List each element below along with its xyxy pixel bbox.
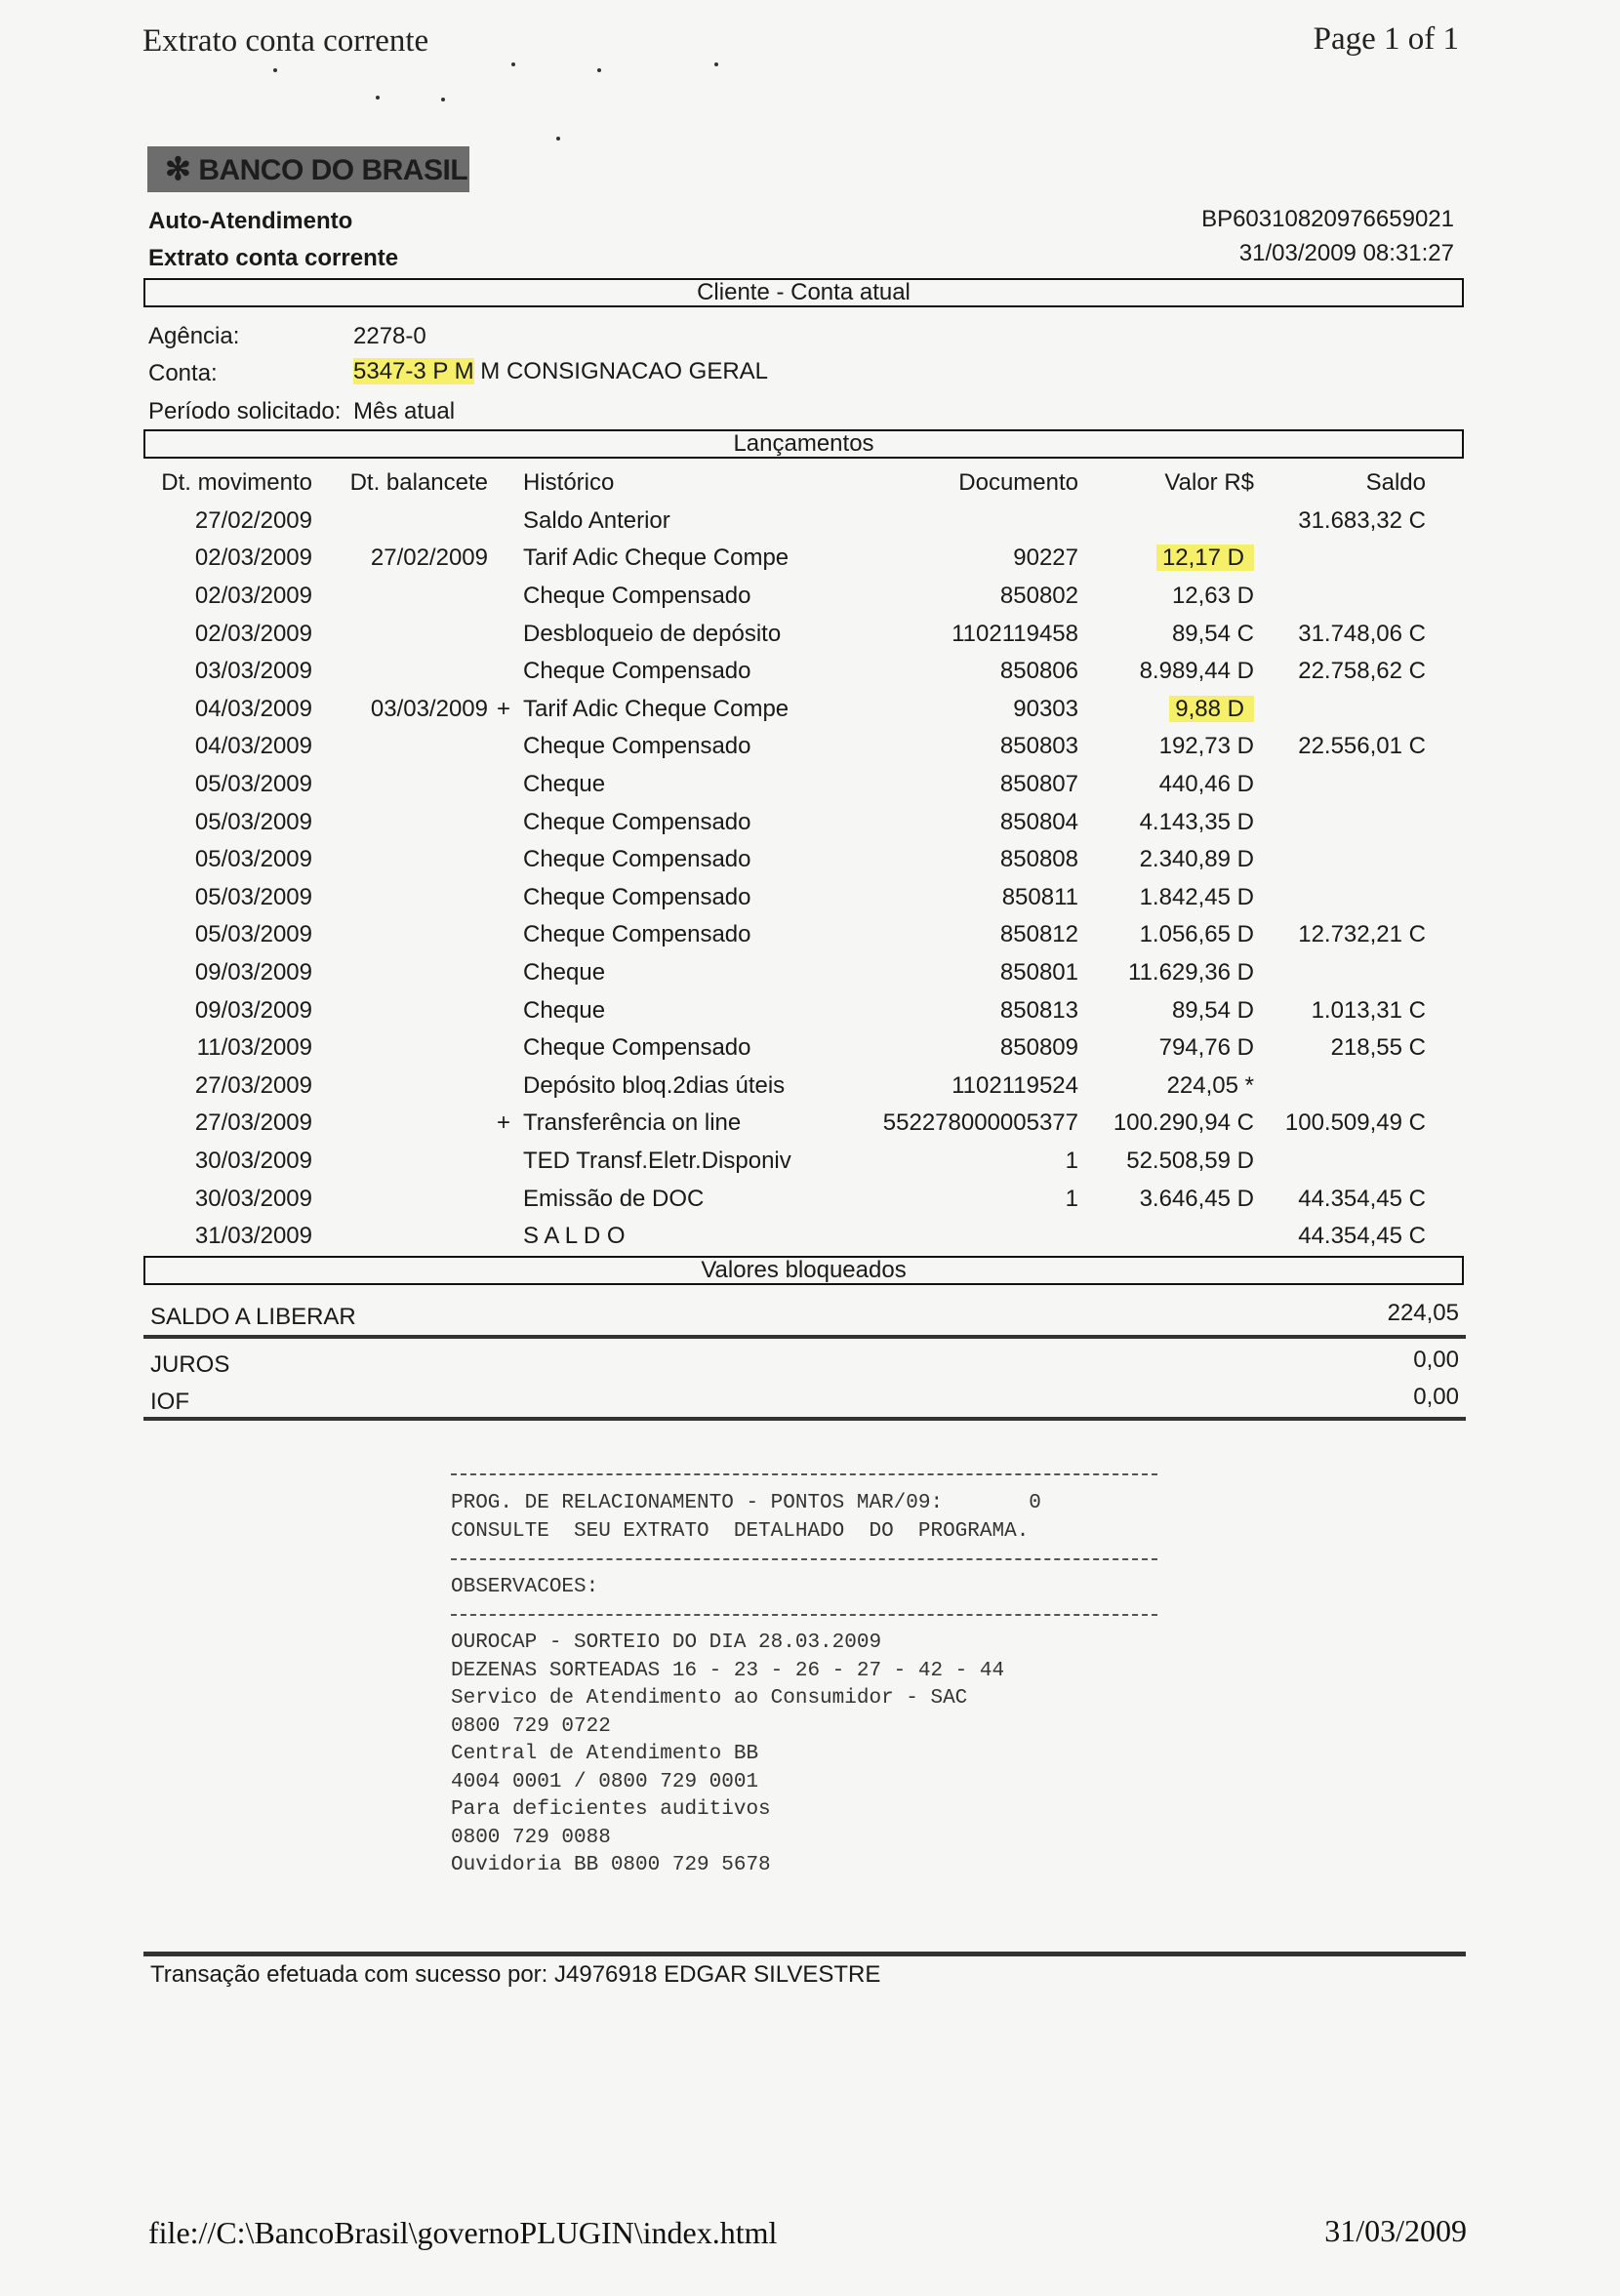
table-row xyxy=(146,766,1426,804)
scan-speck xyxy=(273,68,277,72)
cell-sign xyxy=(488,1143,519,1181)
cell-valor xyxy=(1078,691,1254,729)
cell-historico: Tarif Adic Cheque Compe xyxy=(523,695,790,722)
cell-historico: Cheque Compensado xyxy=(523,921,751,948)
cell-dt-balancete xyxy=(312,766,488,804)
print-header-page: Page 1 of 1 xyxy=(1313,21,1459,57)
transactions-table xyxy=(146,464,1426,1255)
cell-dt-movimento: 05/03/2009 xyxy=(194,921,312,948)
observacoes-label: OBSERVACOES: xyxy=(451,1576,599,1598)
cell-dt-movimento: 27/03/2009 xyxy=(194,1071,312,1099)
table-row xyxy=(146,1105,1426,1143)
cell-dt-movimento: 11/03/2009 xyxy=(196,1034,312,1062)
cell-dt-movimento: 09/03/2009 xyxy=(194,959,312,987)
cell-sign xyxy=(488,841,519,879)
channel-label: Auto-Atendimento xyxy=(148,208,353,234)
cell-historico: Cheque Compensado xyxy=(523,846,751,873)
table-row xyxy=(146,991,1426,1029)
cell-dt-movimento: 02/03/2009 xyxy=(194,583,312,610)
periodo-label: Período solicitado: xyxy=(148,398,342,424)
cell-dt-movimento: 31/03/2009 xyxy=(194,1223,312,1250)
cell-saldo xyxy=(1254,691,1426,729)
cell-saldo: 22.556,01 C xyxy=(1298,733,1426,760)
cell-saldo: 100.509,49 C xyxy=(1284,1109,1426,1137)
col-dt-balancete: Dt. balancete xyxy=(349,469,488,497)
cell-dt-movimento: 04/03/2009 xyxy=(194,733,312,760)
cell-valor: 1.056,65 D xyxy=(1139,921,1254,948)
cell-dt-movimento: 30/03/2009 xyxy=(194,1147,312,1174)
observation-line: Ouvidoria BB 0800 729 5678 xyxy=(451,1854,771,1876)
observation-line: Servico de Atendimento ao Consumidor - SAC xyxy=(451,1687,968,1710)
cell-dt-movimento: 04/03/2009 xyxy=(194,695,312,722)
cell-saldo xyxy=(1254,954,1426,992)
divider xyxy=(143,1952,1466,1956)
cell-sign xyxy=(488,728,519,766)
cell-valor: 4.143,35 D xyxy=(1139,808,1254,835)
cell-documento: 1102119524 xyxy=(952,1071,1078,1099)
print-header-title: Extrato conta corrente xyxy=(142,23,429,59)
table-row xyxy=(146,728,1426,766)
cell-sign xyxy=(488,578,519,616)
cell-dt-movimento: 05/03/2009 xyxy=(194,808,312,835)
cell-documento xyxy=(837,1218,1078,1256)
divider xyxy=(143,1335,1466,1339)
cell-dt-movimento: 27/02/2009 xyxy=(194,506,312,534)
cell-historico: Cheque Compensado xyxy=(523,808,751,835)
observation-line: Para deficientes auditivos xyxy=(451,1798,771,1821)
cell-valor: 89,54 D xyxy=(1171,996,1254,1024)
cell-sign xyxy=(488,1067,519,1106)
cell-documento: 850803 xyxy=(999,733,1078,760)
observacoes-lines xyxy=(451,1630,1004,1880)
cell-documento: 850811 xyxy=(1001,883,1078,910)
scan-speck xyxy=(597,68,601,72)
cell-saldo xyxy=(1254,766,1426,804)
cell-valor: 89,54 C xyxy=(1171,620,1254,647)
cell-saldo xyxy=(1254,1067,1426,1106)
conta-label: Conta: xyxy=(148,360,218,386)
iof-label: IOF xyxy=(150,1389,189,1415)
cell-documento: 1 xyxy=(1065,1185,1078,1212)
dashed-divider xyxy=(451,1614,1157,1616)
cell-saldo xyxy=(1254,578,1426,616)
table-row xyxy=(146,615,1426,653)
cell-dt-movimento: 05/03/2009 xyxy=(194,846,312,873)
cell-dt-movimento: 30/03/2009 xyxy=(194,1185,312,1212)
cell-valor: 794,76 D xyxy=(1158,1034,1254,1062)
col-sign xyxy=(488,464,519,503)
table-header-row xyxy=(146,464,1426,503)
saldo-liberar-label: SALDO A LIBERAR xyxy=(150,1304,356,1330)
cell-documento xyxy=(837,503,1078,541)
bank-logo-text: BANCO DO BRASIL xyxy=(198,154,468,186)
cell-dt-balancete xyxy=(312,1067,488,1106)
scan-speck xyxy=(441,98,445,101)
cell-documento: 1102119458 xyxy=(952,620,1078,647)
cell-dt-balancete xyxy=(312,1180,488,1218)
conta-holder: M CONSIGNACAO GERAL xyxy=(473,358,769,384)
cell-saldo: 31.748,06 C xyxy=(1298,620,1426,647)
cell-saldo: 22.758,62 C xyxy=(1298,658,1426,685)
divider xyxy=(143,1417,1466,1421)
cell-sign xyxy=(488,766,519,804)
cell-documento: 90227 xyxy=(1013,544,1078,572)
cell-historico: Cheque Compensado xyxy=(523,1034,751,1062)
cell-valor: 52.508,59 D xyxy=(1126,1147,1254,1174)
cell-saldo: 44.354,45 C xyxy=(1298,1223,1426,1250)
cell-dt-balancete xyxy=(312,653,488,691)
cell-sign xyxy=(488,879,519,917)
table-row xyxy=(146,916,1426,954)
observation-line: 0800 729 0722 xyxy=(451,1714,611,1738)
cell-saldo: 1.013,31 C xyxy=(1311,996,1426,1024)
cell-historico: Desbloqueio de depósito xyxy=(523,620,782,647)
cell-valor: 12,63 D xyxy=(1171,583,1254,610)
observation-line: Central de Atendimento BB xyxy=(451,1743,759,1765)
cell-sign xyxy=(488,503,519,541)
cell-dt-balancete xyxy=(312,728,488,766)
cell-dt-movimento: 02/03/2009 xyxy=(194,620,312,647)
table-row xyxy=(146,540,1426,578)
col-dt-movimento: Dt. movimento xyxy=(161,469,312,497)
observation-line: DEZENAS SORTEADAS 16 - 23 - 26 - 27 - 42 - 44 xyxy=(451,1659,1005,1682)
bank-logo xyxy=(147,146,469,192)
table-row xyxy=(146,1067,1426,1106)
cell-saldo: 12.732,21 C xyxy=(1298,921,1426,948)
document-title: Extrato conta corrente xyxy=(148,245,399,271)
cell-historico: Emissão de DOC xyxy=(523,1185,705,1212)
statement-datetime: 31/03/2009 08:31:27 xyxy=(1238,240,1454,266)
table-row xyxy=(146,653,1426,691)
cell-dt-balancete xyxy=(312,879,488,917)
cell-documento: 850806 xyxy=(999,658,1078,685)
cell-saldo: 44.354,45 C xyxy=(1298,1185,1426,1212)
table-row xyxy=(146,1143,1426,1181)
scan-speck xyxy=(376,96,380,100)
cell-saldo xyxy=(1254,1143,1426,1181)
cell-documento: 850813 xyxy=(999,996,1078,1024)
table-row xyxy=(146,803,1426,841)
cell-documento: 850804 xyxy=(999,808,1078,835)
cell-documento: 850809 xyxy=(999,1034,1078,1062)
cell-dt-movimento: 09/03/2009 xyxy=(194,996,312,1024)
client-section-header: Cliente - Conta atual xyxy=(143,278,1464,307)
cell-historico: Depósito bloq.2dias úteis xyxy=(523,1071,786,1099)
cell-dt-balancete: 03/03/2009 xyxy=(370,695,488,722)
cell-dt-balancete xyxy=(312,1029,488,1067)
cell-documento: 850812 xyxy=(999,921,1078,948)
program-points-line: PROG. DE RELACIONAMENTO - PONTOS MAR/09: 0 xyxy=(451,1492,1041,1514)
cell-historico: Cheque Compensado xyxy=(523,733,751,760)
iof-value: 0,00 xyxy=(1413,1384,1459,1410)
bloqueados-header: Valores bloqueados xyxy=(143,1256,1464,1285)
cell-valor: 192,73 D xyxy=(1158,733,1254,760)
cell-saldo xyxy=(1254,879,1426,917)
scan-speck xyxy=(556,137,560,141)
cell-dt-movimento: 05/03/2009 xyxy=(194,771,312,798)
cell-documento: 1 xyxy=(1065,1147,1078,1174)
cell-historico: TED Transf.Eletr.Disponiv xyxy=(523,1147,791,1174)
highlighted-value: 12,17 D xyxy=(1156,544,1254,571)
cell-historico: Cheque Compensado xyxy=(523,658,751,685)
cell-dt-balancete: 27/02/2009 xyxy=(370,544,488,572)
cell-saldo: 31.683,32 C xyxy=(1298,506,1426,534)
table-row xyxy=(146,1180,1426,1218)
protocol-number: BP60310820976659021 xyxy=(1201,206,1454,232)
cell-dt-balancete xyxy=(312,954,488,992)
cell-historico: Cheque xyxy=(523,996,606,1024)
cell-sign xyxy=(488,1218,519,1256)
cell-valor: 224,05 * xyxy=(1166,1071,1254,1099)
cell-valor xyxy=(1078,1218,1254,1256)
cell-valor: 3.646,45 D xyxy=(1139,1185,1254,1212)
cell-dt-balancete xyxy=(312,1218,488,1256)
cell-historico: S A L D O xyxy=(523,1223,626,1250)
cell-sign xyxy=(488,916,519,954)
col-historico: Histórico xyxy=(523,469,615,497)
cell-dt-balancete xyxy=(312,1105,488,1143)
cell-dt-balancete xyxy=(312,916,488,954)
observation-line: OUROCAP - SORTEIO DO DIA 28.03.2009 xyxy=(451,1631,882,1654)
lancamentos-header: Lançamentos xyxy=(143,429,1464,459)
cell-sign xyxy=(488,653,519,691)
cell-valor: 8.989,44 D xyxy=(1139,658,1254,685)
cell-sign xyxy=(488,1029,519,1067)
cell-dt-movimento: 05/03/2009 xyxy=(194,883,312,910)
scan-speck xyxy=(511,62,515,66)
cell-dt-movimento: 03/03/2009 xyxy=(194,658,312,685)
cell-sign: + xyxy=(496,1109,510,1137)
juros-label: JUROS xyxy=(150,1351,230,1378)
table-row xyxy=(146,1218,1426,1256)
agencia-label: Agência: xyxy=(148,323,240,349)
cell-saldo: 218,55 C xyxy=(1330,1034,1426,1062)
cell-documento: 850808 xyxy=(999,846,1078,873)
cell-historico: Transferência on line xyxy=(523,1109,742,1137)
col-valor: Valor R$ xyxy=(1164,469,1254,497)
cell-dt-balancete xyxy=(312,991,488,1029)
table-row xyxy=(146,954,1426,992)
conta-number-highlight: 5347-3 P M xyxy=(353,358,474,384)
cell-historico: Cheque xyxy=(523,959,606,987)
bb-logo-icon: ✻ xyxy=(165,151,191,186)
juros-value: 0,00 xyxy=(1413,1347,1459,1373)
col-documento: Documento xyxy=(958,469,1078,497)
cell-historico: Cheque Compensado xyxy=(523,883,751,910)
table-row xyxy=(146,578,1426,616)
observation-line: 0800 729 0088 xyxy=(451,1826,611,1849)
cell-dt-balancete xyxy=(312,615,488,653)
print-footer-date: 31/03/2009 xyxy=(1324,2213,1467,2248)
cell-historico: Cheque Compensado xyxy=(523,583,751,610)
dashed-divider xyxy=(451,1558,1157,1560)
table-row xyxy=(146,503,1426,541)
cell-valor xyxy=(1078,503,1254,541)
print-footer-url: file://C:\BancoBrasil\governoPLUGIN\index.html xyxy=(148,2215,778,2250)
cell-sign xyxy=(488,615,519,653)
table-row xyxy=(146,879,1426,917)
dashed-divider xyxy=(451,1473,1157,1475)
cell-valor xyxy=(1078,540,1254,578)
scan-speck xyxy=(714,62,718,66)
table-row xyxy=(146,1029,1426,1067)
cell-sign: + xyxy=(496,695,510,722)
cell-dt-balancete xyxy=(312,503,488,541)
cell-sign xyxy=(488,991,519,1029)
cell-documento: 90303 xyxy=(1013,695,1078,722)
cell-dt-movimento: 02/03/2009 xyxy=(194,544,312,572)
cell-saldo xyxy=(1254,540,1426,578)
cell-valor: 2.340,89 D xyxy=(1139,846,1254,873)
cell-sign xyxy=(488,540,519,578)
cell-sign xyxy=(488,803,519,841)
cell-sign xyxy=(488,954,519,992)
periodo-value: Mês atual xyxy=(353,398,456,424)
cell-documento: 850802 xyxy=(999,583,1078,610)
cell-dt-balancete xyxy=(312,1143,488,1181)
cell-saldo xyxy=(1254,803,1426,841)
cell-valor: 100.290,94 C xyxy=(1113,1109,1254,1137)
transaction-confirmation: Transação efetuada com sucesso por: J4976918 EDGAR SILVESTRE xyxy=(150,1961,881,1988)
table-row xyxy=(146,691,1426,729)
saldo-liberar-value: 224,05 xyxy=(1387,1300,1459,1326)
cell-documento: 850807 xyxy=(999,771,1078,798)
cell-dt-movimento: 27/03/2009 xyxy=(194,1109,312,1137)
cell-historico: Tarif Adic Cheque Compe xyxy=(523,544,790,572)
col-saldo: Saldo xyxy=(1365,469,1426,497)
cell-sign xyxy=(488,1180,519,1218)
cell-dt-balancete xyxy=(312,841,488,879)
agencia-value: 2278-0 xyxy=(353,323,426,349)
cell-dt-balancete xyxy=(312,803,488,841)
table-row xyxy=(146,841,1426,879)
cell-valor: 1.842,45 D xyxy=(1139,883,1254,910)
cell-historico: Cheque xyxy=(523,771,606,798)
cell-valor: 11.629,36 D xyxy=(1128,959,1254,987)
conta-value xyxy=(353,358,768,385)
cell-saldo xyxy=(1254,841,1426,879)
highlighted-value: 9,88 D xyxy=(1169,696,1254,722)
cell-valor: 440,46 D xyxy=(1158,771,1254,798)
cell-documento: 850801 xyxy=(999,959,1078,987)
cell-historico: Saldo Anterior xyxy=(523,506,670,534)
cell-documento: 552278000005377 xyxy=(882,1109,1078,1137)
observation-line: 4004 0001 / 0800 729 0001 xyxy=(451,1770,759,1793)
cell-dt-balancete xyxy=(312,578,488,616)
transactions-body xyxy=(146,503,1426,1256)
program-consult-line: CONSULTE SEU EXTRATO DETALHADO DO PROGRAMA. xyxy=(451,1520,1030,1543)
